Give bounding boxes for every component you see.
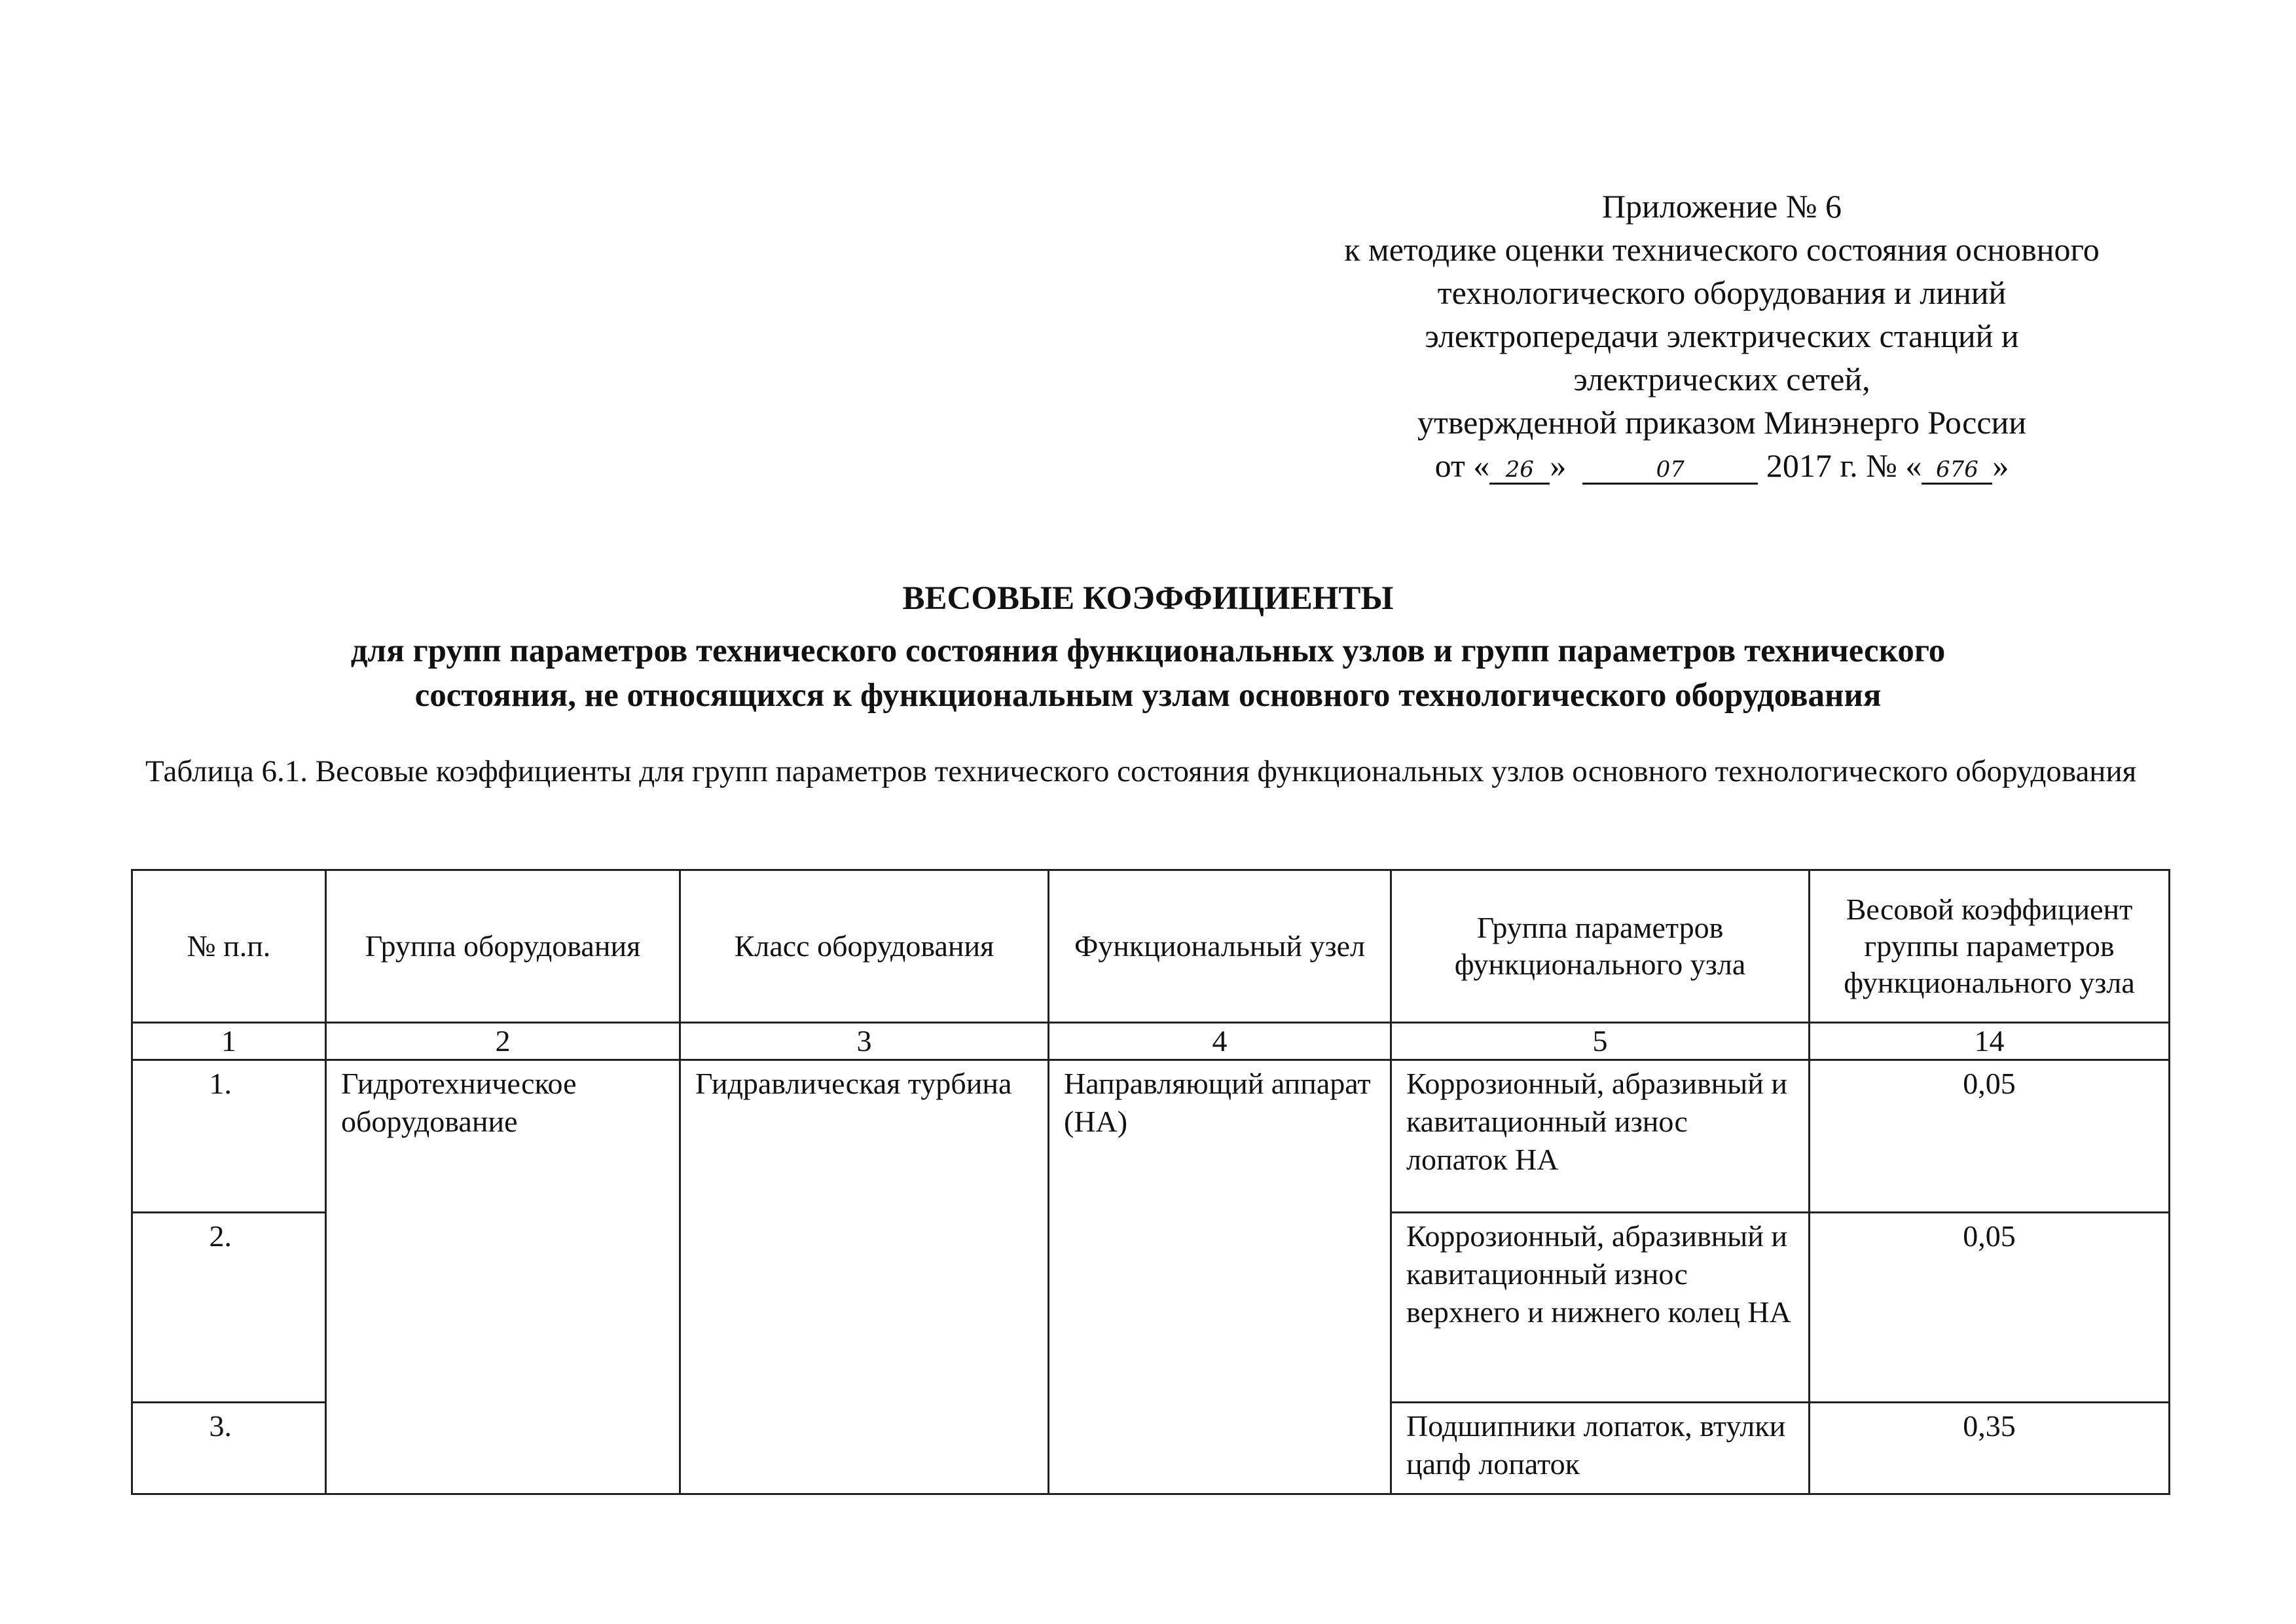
column-number-cell: 3: [680, 1023, 1049, 1060]
column-number-cell: 5: [1391, 1023, 1810, 1060]
weights-table: [131, 869, 2170, 1495]
column-number-cell: 2: [326, 1023, 680, 1060]
appendix-line: электрических сетей,: [1573, 361, 1870, 397]
row-number-cell: 2.: [132, 1213, 326, 1403]
column-number-row: [132, 1023, 2170, 1060]
row-number-cell: 1.: [132, 1060, 326, 1213]
weight-cell: 0,05: [1810, 1060, 2170, 1213]
weight-cell: 0,35: [1810, 1403, 2170, 1494]
param-group-cell: Коррозионный, абразивный и кавитационный износ лопаток НА: [1391, 1060, 1810, 1213]
column-number-cell: 4: [1049, 1023, 1391, 1060]
year-text: 2017 г. № «: [1766, 447, 1922, 484]
weight-cell: 0,05: [1810, 1213, 2170, 1403]
table-row: [132, 1060, 2170, 1213]
row-number-cell: 3.: [132, 1403, 326, 1494]
appendix-line: утвержденной приказом Минэнерго России: [1417, 404, 2027, 441]
table-header-row: [132, 870, 2170, 1023]
column-number-cell: 14: [1810, 1023, 2170, 1060]
header-cell-param-group: Группа параметров функционального узла: [1391, 870, 1810, 1023]
equipment-group-cell: Гидротехническое оборудование: [326, 1060, 680, 1494]
handwritten-day: 26: [1489, 456, 1550, 485]
appendix-line: к методике оценки технического состояния основного: [1344, 231, 2100, 268]
header-cell-equipment-group: Группа оборудования: [326, 870, 680, 1023]
appendix-header: [1231, 185, 2213, 487]
header-cell-equipment-class: Класс оборудования: [680, 870, 1049, 1023]
appendix-line: электропередачи электрических станций и: [1425, 318, 2019, 354]
document-title: [98, 576, 2198, 718]
table-caption: Таблица 6.1. Весовые коэффициенты для групп параметров технического состояния функциональных узлов основного технологического оборудования: [145, 754, 2137, 788]
handwritten-order-number: 676: [1922, 456, 1992, 485]
param-group-cell: Подшипники лопаток, втулки цапф лопаток: [1391, 1403, 1810, 1494]
title-main: ВЕСОВЫЕ КОЭФФИЦИЕНТЫ: [902, 580, 1394, 617]
appendix-line: технологического оборудования и линий: [1437, 274, 2007, 311]
date-suffix: »: [1992, 447, 2009, 484]
handwritten-month: 07: [1582, 456, 1758, 485]
title-subtitle-line: состояния, не относящихся к функциональным узлам основного технологического оборудования: [414, 677, 1882, 714]
column-number-cell: 1: [132, 1023, 326, 1060]
date-prefix: от «: [1434, 447, 1490, 484]
header-cell-functional-unit: Функциональный узел: [1049, 870, 1391, 1023]
equipment-class-cell: Гидравлическая турбина: [680, 1060, 1049, 1494]
appendix-line: Приложение № 6: [1601, 188, 1842, 225]
date-mid: »: [1550, 447, 1567, 484]
param-group-cell: Коррозионный, абразивный и кавитационный износ верхнего и нижнего колец НА: [1391, 1213, 1810, 1403]
header-cell-weight: Весовой коэффициент группы параметров функционального узла: [1810, 870, 2170, 1023]
approval-date-line: [1231, 444, 2213, 487]
header-cell-number: № п.п.: [132, 870, 326, 1023]
title-subtitle-line: для групп параметров технического состояния функциональных узлов и групп параметров технического: [350, 633, 1946, 669]
functional-unit-cell: Направляющий аппарат (НА): [1049, 1060, 1391, 1494]
